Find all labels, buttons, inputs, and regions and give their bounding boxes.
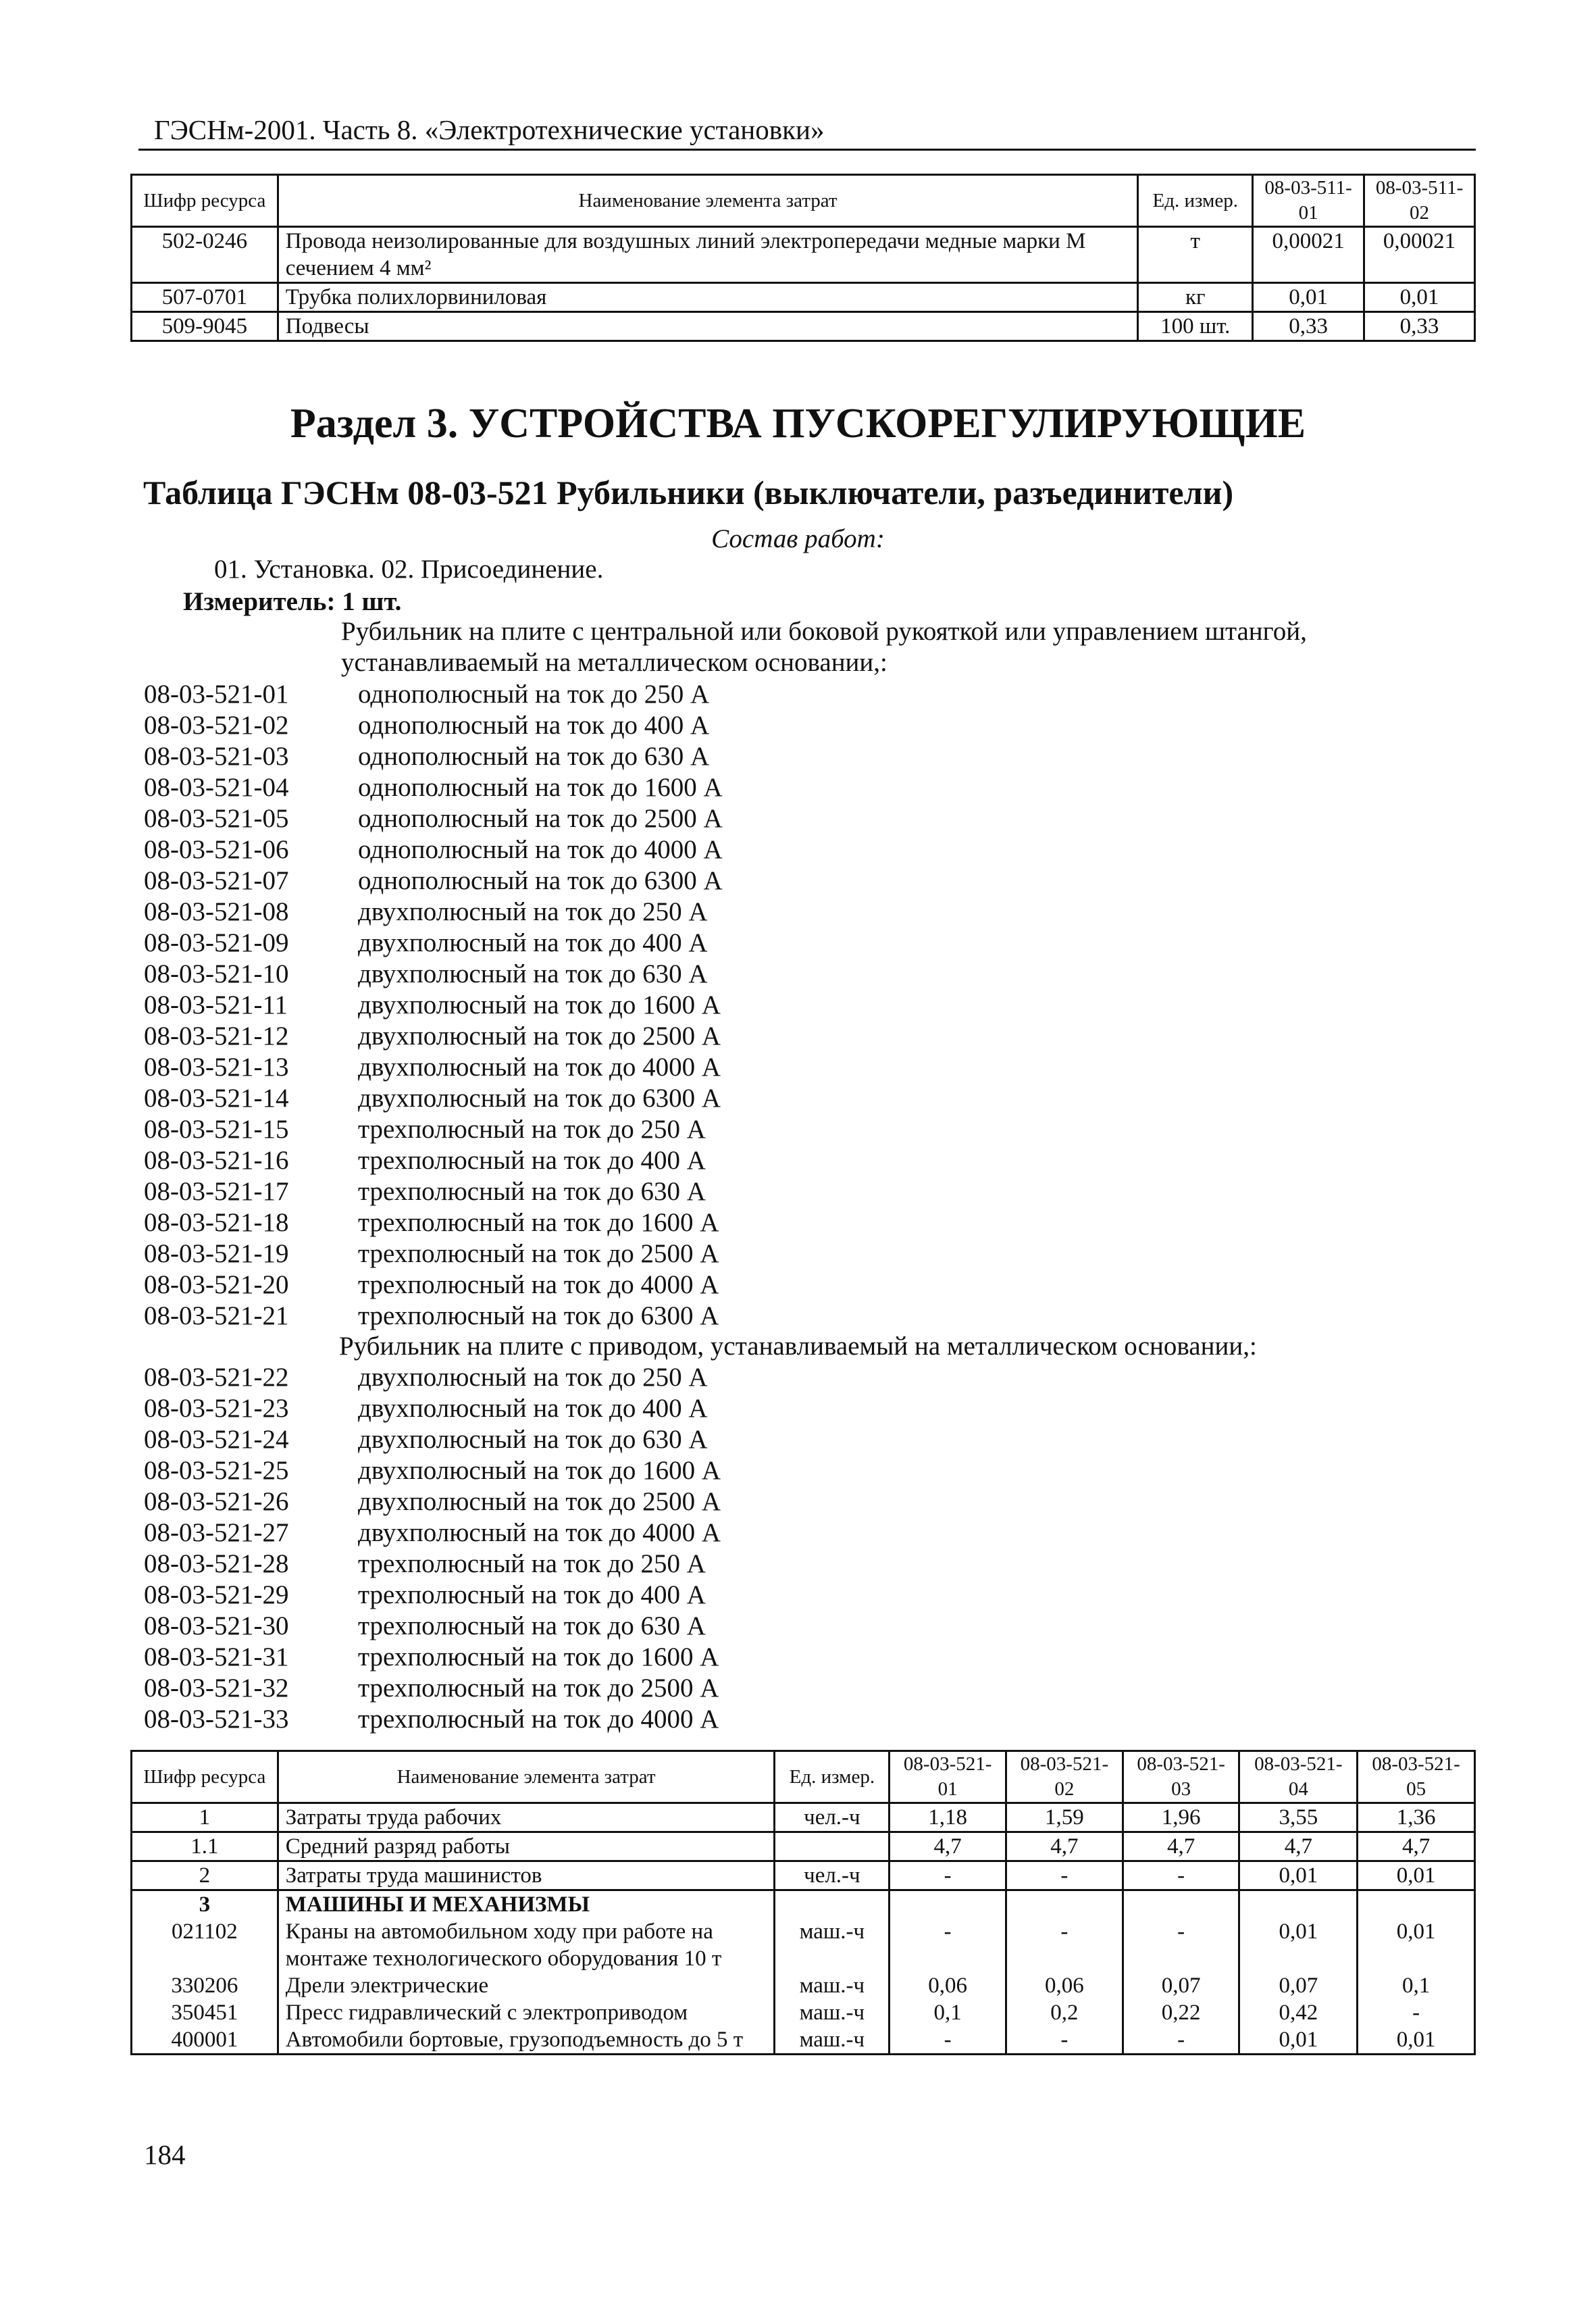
value-cell: 0,01 [1358, 1861, 1475, 1890]
norm-code: 08-03-521-32 [144, 1674, 289, 1703]
norm-code: 08-03-521-27 [144, 1518, 289, 1547]
list-item [144, 834, 723, 865]
table-row [132, 1832, 1475, 1861]
list-item [144, 1455, 721, 1486]
value-cell: - [890, 2026, 1006, 2055]
header-rule [138, 149, 1476, 151]
value-cell: 4,7 [890, 1832, 1006, 1861]
norm-code: 08-03-521-20 [144, 1270, 289, 1299]
norm-desc: трехполюсный на ток до 630 А [358, 1611, 706, 1640]
list-item [144, 1486, 721, 1517]
norm-code: 08-03-521-13 [144, 1053, 289, 1082]
norm-desc: однополюсный на ток до 2500 А [358, 804, 723, 833]
col-header-unit: Ед. измер. [775, 1751, 890, 1803]
resource-code: 350451 [132, 1999, 278, 2026]
value-cell: 0,01 [1358, 1918, 1475, 1972]
value-cell: 0,1 [890, 1999, 1006, 2026]
value-cell: 0,01 [1239, 2026, 1358, 2055]
table-row [132, 283, 1475, 312]
norm-code: 08-03-521-17 [144, 1177, 289, 1206]
list-item [144, 1704, 721, 1735]
list-item [144, 865, 723, 897]
resource-code: 400001 [132, 2026, 278, 2055]
value-cell: - [1006, 1861, 1123, 1890]
resource-name: Подвесы [278, 312, 1138, 341]
norm-desc: однополюсный на ток до 4000 А [358, 835, 723, 864]
col-header-511-01: 08-03-511-01 [1253, 175, 1364, 227]
list-item [144, 1517, 721, 1549]
norm-code: 08-03-521-22 [144, 1363, 289, 1392]
list-item [144, 1269, 723, 1301]
list-item [144, 1549, 721, 1580]
norm-code: 08-03-521-03 [144, 742, 289, 771]
list-item [144, 1424, 721, 1455]
value-cell: 1,36 [1358, 1803, 1475, 1832]
table-row [132, 1999, 1475, 2026]
resource-unit: кг [1138, 283, 1253, 312]
value-cell: 1,18 [890, 1803, 1006, 1832]
norm-desc: трехполюсный на ток до 1600 А [358, 1208, 719, 1237]
norm-desc: двухполюсный на ток до 2500 А [358, 1487, 721, 1516]
norm-code-list-2 [144, 1362, 721, 1735]
table-row [132, 312, 1475, 341]
value-cell: 0,2 [1006, 1999, 1123, 2026]
resource-code: 021102 [132, 1918, 278, 1972]
norm-desc: однополюсный на ток до 6300 А [358, 866, 723, 895]
col-header-521-04: 08-03-521-04 [1239, 1751, 1358, 1803]
resource-unit: т [1138, 227, 1253, 283]
value-cell: 0,1 [1358, 1972, 1475, 1999]
resource-name: Затраты труда рабочих [278, 1803, 775, 1832]
section-title: Раздел 3. УСТРОЙСТВА ПУСКОРЕГУЛИРУЮЩИЕ [290, 401, 1306, 447]
list-item [144, 1642, 721, 1673]
table-row [132, 1861, 1475, 1890]
resource-name: Провода неизолированные для воздушных линий электропередачи медные марки М сечением 4 мм² [278, 227, 1138, 283]
norm-desc: двухполюсный на ток до 2500 А [358, 1022, 721, 1051]
norm-desc: двухполюсный на ток до 4000 А [358, 1518, 721, 1547]
norm-code: 08-03-521-18 [144, 1208, 289, 1237]
norm-code: 08-03-521-08 [144, 897, 289, 926]
resource-unit: маш.-ч [775, 1918, 890, 1972]
norm-desc: двухполюсный на ток до 1600 А [358, 990, 721, 1020]
list-item [144, 803, 723, 834]
norm-code: 08-03-521-02 [144, 711, 289, 740]
norm-code: 08-03-521-10 [144, 959, 289, 988]
value-cell: 0,01 [1358, 2026, 1475, 2055]
norm-desc: трехполюсный на ток до 400 А [358, 1146, 706, 1175]
resource-name: Краны на автомобильном ходу при работе на монтаже технологического оборудования 10 т [278, 1918, 775, 1972]
norm-desc: двухполюсный на ток до 250 А [358, 1363, 708, 1392]
value-cell: 4,7 [1358, 1832, 1475, 1861]
norm-code: 08-03-521-12 [144, 1022, 289, 1051]
norm-desc: двухполюсный на ток до 1600 А [358, 1456, 721, 1485]
col-header-521-05: 08-03-521-05 [1358, 1751, 1475, 1803]
norm-desc: двухполюсный на ток до 630 А [358, 959, 708, 988]
value-cell: 1,59 [1006, 1803, 1123, 1832]
resource-code: 509-9045 [132, 312, 278, 341]
resource-unit: маш.-ч [775, 1972, 890, 1999]
table-title: Таблица ГЭСНм 08-03-521 Рубильники (выключатели, разъединители) [143, 474, 1234, 511]
table-row [132, 1890, 1475, 1919]
norm-code: 08-03-521-29 [144, 1580, 289, 1609]
list-item [144, 928, 723, 959]
list-item [144, 1393, 721, 1424]
norm-desc: трехполюсный на ток до 250 А [358, 1549, 706, 1578]
resource-unit: маш.-ч [775, 2026, 890, 2055]
col-header-code: Шифр ресурса [132, 1751, 278, 1803]
group-title-2: Рубильник на плите с приводом, устанавливаемый на металлическом основании,: [339, 1332, 1257, 1361]
norm-desc: однополюсный на ток до 400 А [358, 711, 710, 740]
value-cell: 0,07 [1123, 1972, 1239, 1999]
value-cell: 0,06 [1006, 1972, 1123, 1999]
col-header-code: Шифр ресурса [132, 175, 278, 227]
resource-unit [775, 1890, 890, 1919]
value-cell [1123, 1890, 1239, 1919]
value-cell [890, 1890, 1006, 1919]
resource-unit: 100 шт. [1138, 312, 1253, 341]
value-cell: - [1123, 1918, 1239, 1972]
resource-name: Средний разряд работы [278, 1832, 775, 1861]
value-cell [1358, 1890, 1475, 1919]
value-cell: - [890, 1861, 1006, 1890]
value-cell: 0,07 [1239, 1972, 1358, 1999]
norm-code: 08-03-521-15 [144, 1115, 289, 1144]
meter-label: Измеритель: 1 шт. [183, 587, 402, 616]
norm-desc: трехполюсный на ток до 4000 А [358, 1705, 719, 1734]
resource-unit: чел.-ч [775, 1861, 890, 1890]
norm-code: 08-03-521-23 [144, 1394, 289, 1423]
norm-desc: трехполюсный на ток до 1600 А [358, 1642, 719, 1671]
page-number: 184 [144, 2139, 186, 2170]
list-item [144, 772, 723, 803]
table-row [132, 1803, 1475, 1832]
norm-desc: двухполюсный на ток до 400 А [358, 928, 708, 957]
value-cell: 0,01 [1239, 1918, 1358, 1972]
list-item [144, 1083, 723, 1114]
col-header-521-01: 08-03-521-01 [890, 1751, 1006, 1803]
resource-code: 1.1 [132, 1832, 278, 1861]
norm-code: 08-03-521-28 [144, 1549, 289, 1578]
work-composition-text: 01. Установка. 02. Присоединение. [214, 555, 604, 584]
resource-name: Трубка полихлорвиниловая [278, 283, 1138, 312]
norm-desc: трехполюсный на ток до 250 А [358, 1115, 706, 1144]
list-item [144, 1580, 721, 1611]
value-cell: 3,55 [1239, 1803, 1358, 1832]
table-header-row [132, 1751, 1475, 1803]
value-cell: 4,7 [1239, 1832, 1358, 1861]
resource-code: 330206 [132, 1972, 278, 1999]
norm-desc: однополюсный на ток до 250 А [358, 680, 710, 709]
resource-code: 507-0701 [132, 283, 278, 312]
norm-desc: двухполюсный на ток до 400 А [358, 1394, 708, 1423]
resource-name: МАШИНЫ И МЕХАНИЗМЫ [278, 1890, 775, 1919]
table-row [132, 1972, 1475, 1999]
col-header-521-03: 08-03-521-03 [1123, 1751, 1239, 1803]
norm-desc: трехполюсный на ток до 6300 А [358, 1301, 719, 1330]
value-cell: 4,7 [1123, 1832, 1239, 1861]
list-item [144, 1176, 723, 1207]
col-header-name: Наименование элемента затрат [278, 175, 1138, 227]
resources-table-521 [130, 1750, 1476, 2055]
norm-code: 08-03-521-25 [144, 1456, 289, 1485]
list-item [144, 741, 723, 772]
norm-code: 08-03-521-26 [144, 1487, 289, 1516]
norm-desc: двухполюсный на ток до 250 А [358, 897, 708, 926]
list-item [144, 990, 723, 1021]
list-item [144, 1021, 723, 1052]
norm-desc: двухполюсный на ток до 4000 А [358, 1053, 721, 1082]
value-cell: 0,33 [1253, 312, 1364, 341]
value-cell: - [1123, 1861, 1239, 1890]
norm-code: 08-03-521-14 [144, 1084, 289, 1113]
resource-unit: чел.-ч [775, 1803, 890, 1832]
resource-code: 1 [132, 1803, 278, 1832]
list-item [144, 959, 723, 990]
norm-desc: трехполюсный на ток до 4000 А [358, 1270, 719, 1299]
norm-code: 08-03-521-21 [144, 1301, 289, 1330]
norm-code: 08-03-521-04 [144, 773, 289, 802]
table-header-row [132, 175, 1475, 227]
value-cell: - [890, 1918, 1006, 1972]
resource-code: 502-0246 [132, 227, 278, 283]
resource-unit [775, 1832, 890, 1861]
resource-name: Затраты труда машинистов [278, 1861, 775, 1890]
norm-desc: трехполюсный на ток до 400 А [358, 1580, 706, 1609]
resources-table-511 [130, 174, 1476, 342]
value-cell: 0,33 [1364, 312, 1475, 341]
col-header-unit: Ед. измер. [1138, 175, 1253, 227]
norm-desc: трехполюсный на ток до 2500 А [358, 1674, 719, 1703]
norm-desc: трехполюсный на ток до 2500 А [358, 1239, 719, 1268]
norm-desc: двухполюсный на ток до 6300 А [358, 1084, 721, 1113]
list-item [144, 1611, 721, 1642]
list-item [144, 1145, 723, 1176]
col-header-name: Наименование элемента затрат [278, 1751, 775, 1803]
value-cell: - [1358, 1999, 1475, 2026]
resource-code: 3 [132, 1890, 278, 1919]
value-cell: 0,01 [1253, 283, 1364, 312]
value-cell: 0,06 [890, 1972, 1006, 1999]
norm-code: 08-03-521-11 [144, 990, 288, 1020]
value-cell: - [1006, 1918, 1123, 1972]
value-cell: 4,7 [1006, 1832, 1123, 1861]
norm-code: 08-03-521-07 [144, 866, 289, 895]
list-item [144, 1052, 723, 1083]
norm-desc: однополюсный на ток до 630 А [358, 742, 710, 771]
group-title-1 [341, 616, 1307, 678]
group-title-line: Рубильник на плите с центральной или боковой рукояткой или управлением штангой, [341, 617, 1307, 646]
work-composition-title: Состав работ: [711, 524, 885, 553]
value-cell: 0,00021 [1253, 227, 1364, 283]
running-header: ГЭСНм-2001. Часть 8. «Электротехнические установки» [154, 114, 825, 145]
list-item [144, 679, 723, 710]
resource-name: Дрели электрические [278, 1972, 775, 1999]
value-cell: 0,01 [1364, 283, 1475, 312]
list-item [144, 1207, 723, 1238]
norm-code: 08-03-521-31 [144, 1642, 289, 1671]
list-item [144, 1114, 723, 1145]
col-header-521-02: 08-03-521-02 [1006, 1751, 1123, 1803]
value-cell [1239, 1890, 1358, 1919]
table-row [132, 227, 1475, 283]
list-item [144, 897, 723, 928]
norm-code-list-1 [144, 679, 723, 1332]
list-item [144, 1238, 723, 1269]
norm-code: 08-03-521-06 [144, 835, 289, 864]
list-item [144, 1673, 721, 1704]
col-header-511-02: 08-03-511-02 [1364, 175, 1475, 227]
norm-code: 08-03-521-16 [144, 1146, 289, 1175]
resource-name: Автомобили бортовые, грузоподъемность до 5 т [278, 2026, 775, 2055]
value-cell: 0,00021 [1364, 227, 1475, 283]
norm-code: 08-03-521-01 [144, 680, 289, 709]
value-cell: - [1006, 2026, 1123, 2055]
value-cell: - [1123, 2026, 1239, 2055]
norm-desc: трехполюсный на ток до 630 А [358, 1177, 706, 1206]
value-cell [1006, 1890, 1123, 1919]
table-row [132, 2026, 1475, 2055]
list-item [144, 1301, 723, 1332]
norm-code: 08-03-521-19 [144, 1239, 289, 1268]
norm-code: 08-03-521-24 [144, 1425, 289, 1454]
resource-unit: маш.-ч [775, 1999, 890, 2026]
group-title-line: устанавливаемый на металлическом основании,: [341, 648, 887, 677]
norm-code: 08-03-521-30 [144, 1611, 289, 1640]
list-item [144, 710, 723, 741]
value-cell: 0,01 [1239, 1861, 1358, 1890]
norm-code: 08-03-521-05 [144, 804, 289, 833]
norm-code: 08-03-521-33 [144, 1705, 289, 1734]
norm-desc: двухполюсный на ток до 630 А [358, 1425, 708, 1454]
table-row [132, 1918, 1475, 1972]
norm-desc: однополюсный на ток до 1600 А [358, 773, 723, 802]
norm-code: 08-03-521-09 [144, 928, 289, 957]
value-cell: 0,22 [1123, 1999, 1239, 2026]
resource-name: Пресс гидравлический с электроприводом [278, 1999, 775, 2026]
value-cell: 0,42 [1239, 1999, 1358, 2026]
list-item [144, 1362, 721, 1393]
resource-code: 2 [132, 1861, 278, 1890]
value-cell: 1,96 [1123, 1803, 1239, 1832]
